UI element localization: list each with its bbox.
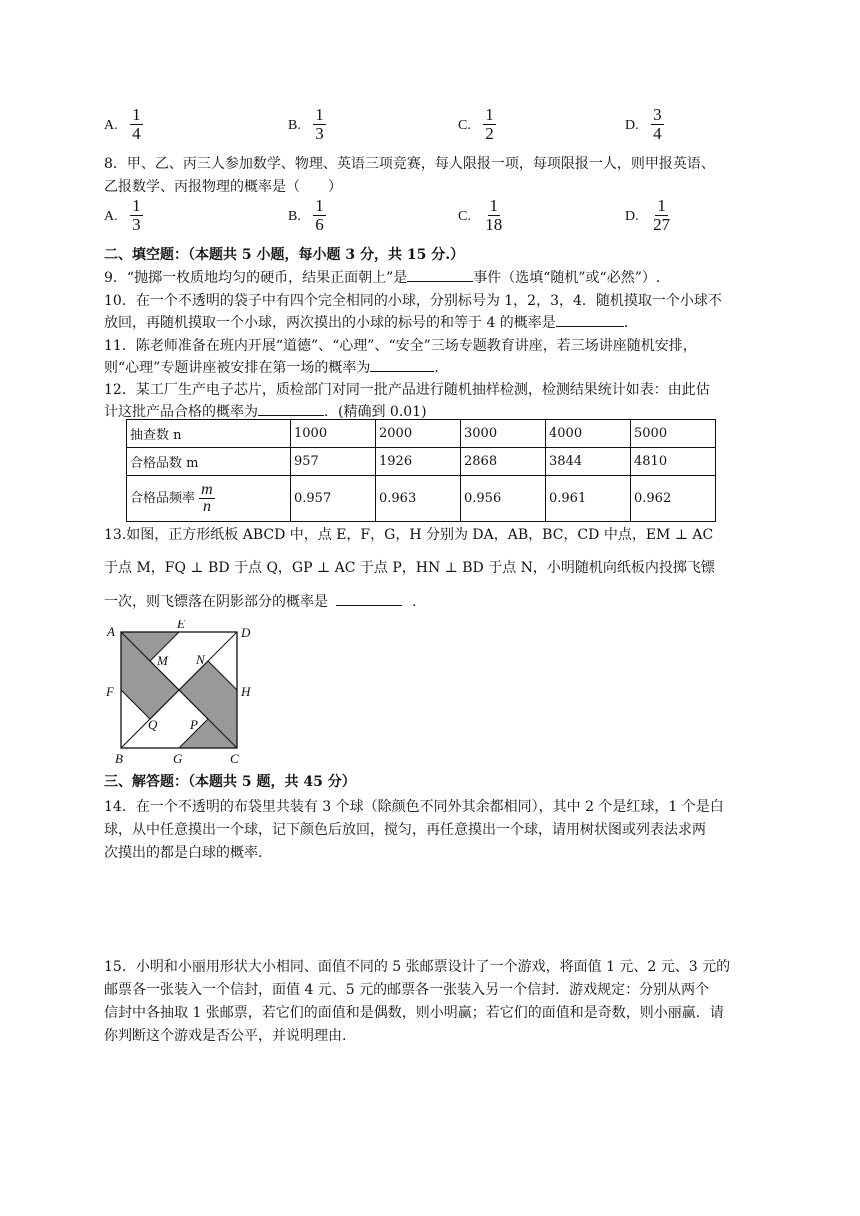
label-q: Q: [148, 717, 158, 732]
q14-line2: 球，从中任意摸出一个球，记下颜色后放回，搅匀，再任意摸出一个球，请用树状图或列表法求两: [104, 822, 706, 838]
q15-line1: 15．小明和小丽用形状大小相同、面值不同的 5 张邮票设计了一个游戏，将面值 1 元、2 元、3 元的: [104, 959, 731, 975]
label-b: B: [115, 751, 123, 766]
label-p: P: [190, 717, 198, 732]
section-heading-fill-blank: 二、填空题：（本题共 5 小题，每小题 3 分，共 15 分.）: [104, 247, 465, 263]
q7-option-a: A. $\frac{1}{4}$: [104, 105, 141, 143]
label-f: F: [106, 684, 114, 699]
q13-line2: 于点 M，FQ ⊥ BD 于点 Q，GP ⊥ AC 于点 P，HN ⊥ BD 于点 N，小明随机向纸板内投掷飞镖: [104, 560, 715, 576]
fraction: $\frac{1}{4}$: [132, 105, 141, 143]
q13-line1: 13.如图，正方形纸板 ABCD 中，点 E，F，G，H 分别为 DA，AB，BC，CD 中点，EM ⊥ AC: [104, 527, 714, 543]
q8-option-b: B. $\frac{1}{6}$: [288, 196, 324, 234]
fraction: $\frac{1}{3}$: [315, 105, 324, 143]
section-heading-solutions: 三、解答题：（本题共 5 题，共 45 分）: [104, 774, 356, 790]
fraction: $\frac{m}{n}$: [201, 481, 213, 515]
q7-option-b: B. $\frac{1}{3}$: [288, 105, 324, 143]
fraction: $\frac{1}{2}$: [485, 105, 494, 143]
label-d: D: [241, 625, 251, 640]
q8-option-d: D. $\frac{1}{27}$: [625, 196, 671, 234]
table-row: 合格品数 m 957 1926 2868 3844 4810: [127, 448, 716, 476]
answer-blank: [336, 591, 402, 606]
fraction: $\frac{1}{3}$: [132, 196, 141, 234]
fraction: $\frac{3}{4}$: [653, 105, 662, 143]
square-pinwheel-figure: [104, 620, 264, 770]
label-a: A: [107, 624, 115, 639]
q11-line2: 则“心理”专题讲座被安排在第一场的概率为 .: [104, 357, 439, 377]
fraction: $\frac{1}{27}$: [653, 196, 671, 234]
q10-line2: 放回，再随机摸取一个小球，两次摸出的小球的标号的和等于 4 的概率是 ．: [104, 312, 638, 332]
answer-blank: [370, 357, 434, 372]
q12-line1: 12．某工厂生产电子芯片，质检部门对同一批产品进行随机抽样检测，检测结果统计如表：由此估: [104, 382, 710, 398]
q7-option-c: C. $\frac{1}{2}$: [458, 105, 494, 143]
q14-line1: 14．在一个不透明的布袋里共装有 3 个球（除颜色不同外其余都相同），其中 2 个是红球，1 个是白: [104, 799, 724, 815]
q15-line2: 邮票各一张装入一个信封，面值 4 元、5 元的邮票各一张装入另一个信封．游戏规定：分别从两个: [104, 982, 710, 998]
q14-line3: 次摸出的都是白球的概率.: [104, 845, 263, 861]
label-n: N: [196, 652, 205, 667]
table-row: 抽查数 n 1000 2000 3000 4000 5000: [127, 420, 716, 448]
label-h: H: [241, 684, 251, 699]
table-row: 合格品频率 $\frac{m}{n}$ 0.957 0.963 0.956 0.961 0.962: [127, 476, 716, 522]
fraction: $\frac{1}{6}$: [315, 196, 324, 234]
fraction: $\frac{1}{18}$: [485, 196, 503, 234]
answer-blank: [258, 401, 324, 416]
q10-line1: 10．在一个不透明的袋子中有四个完全相同的小球，分别标号为 1，2，3，4．随机摸取一个小球不: [104, 293, 722, 309]
label-m: M: [157, 653, 168, 668]
q8-line2: 乙报数学、丙报物理的概率是（ ）: [104, 179, 342, 195]
q8-option-a: A. $\frac{1}{3}$: [104, 196, 141, 234]
shaded-region-left: [121, 632, 179, 719]
q12-line2: 计这批产品合格的概率为 ．(精确到 0.01): [104, 401, 427, 421]
answer-blank: [407, 267, 473, 282]
label-c: C: [230, 751, 239, 766]
q8-line1: 8．甲、乙、丙三人参加数学、物理、英语三项竞赛，每人限报一项，每项限报一人，则甲报英语、: [104, 156, 715, 172]
q7-option-d: D. $\frac{3}{4}$: [625, 105, 662, 143]
shaded-region-right: [179, 661, 237, 748]
label-e: E: [177, 620, 185, 631]
label-g: G: [173, 751, 183, 766]
q15-line3: 信封中各抽取 1 张邮票，若它们的面值和是偶数，则小明赢；若它们的面值和是奇数，则小丽赢．请: [104, 1005, 724, 1021]
q11-line1: 11．陈老师准备在班内开展“道德”、“心理”、“安全”三场专题教育讲座，若三场讲座随机安排，: [104, 338, 697, 354]
q15-line4: 你判断这个游戏是否公平，并说明理由.: [104, 1028, 347, 1044]
q9: 9．“抛掷一枚质地均匀的硬币，结果正面朝上”是 事件（选填“随机”或“必然”）.: [104, 267, 660, 287]
sampling-table: [126, 419, 716, 522]
q8-option-c: C. $\frac{1}{18}$: [458, 196, 503, 234]
q13-line3: 一次，则飞镖落在阴影部分的概率是 .: [104, 591, 416, 611]
answer-blank: [556, 312, 624, 327]
